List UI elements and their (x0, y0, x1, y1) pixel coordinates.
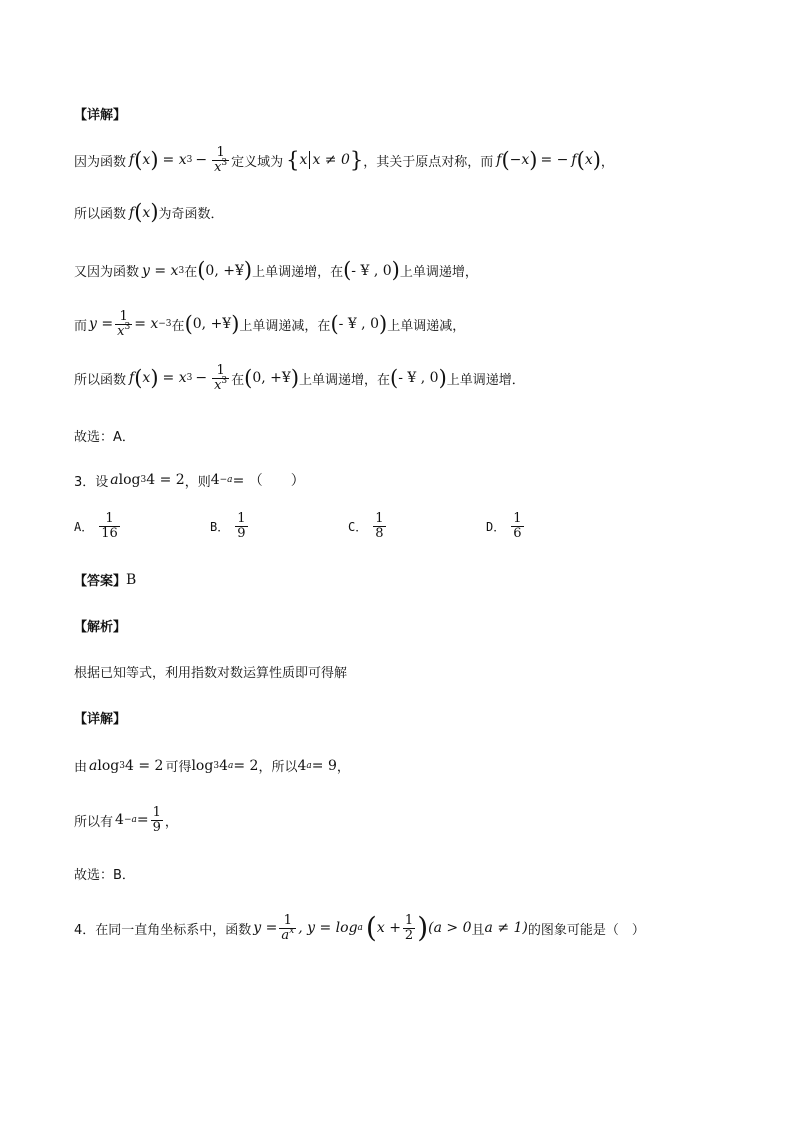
fraction: $\frac{1}{x^3}$ (214, 145, 228, 175)
section-heading-detail-2: 【详解】 (74, 712, 127, 727)
detail-line-6: 由 a log 3 4 = 2 可得 log 3 4 a = 2 ，所以 4 a = 9 ， (74, 757, 350, 775)
fraction: $\frac{1}{x^3}$ (117, 309, 131, 339)
answer-line-a: 故选：A． (74, 430, 135, 445)
detail-line-2: 所以函数 f ( x ) 为奇函数． (74, 200, 224, 224)
section-heading-analysis: 【解析】 (74, 620, 127, 635)
detail-line-4: 而 y = $\frac{1}{x^3}$ = x −3 在 ( 0, +¥ ) 上单调递减，在 ( - ¥ , 0 ) 上单调递减， (74, 309, 466, 339)
option-c: C． $\frac{1}{8}$ (348, 511, 384, 541)
option-a: A． $\frac{1}{16}$ (74, 511, 118, 541)
answer-block (74, 570, 136, 589)
option-b: B． $\frac{1}{9}$ (210, 511, 246, 541)
answer-label: 【答案】 (74, 574, 127, 589)
section-heading-detail: 【详解】 (74, 108, 127, 123)
detail-line-3: 又因为函数 y = x 3 在 ( 0, +¥ ) 上单调递增，在 ( - ¥ , 0 ) 上单调递增， (74, 258, 478, 282)
answer-value: B (126, 571, 137, 588)
detail-line-7: 所以有 4 −a = $\frac{1}{9}$ ， (74, 805, 178, 835)
question-3: 3．设 a log 3 4 = 2 ，则 4 −a = （ ） (74, 472, 305, 490)
detail-line-1: 因为函数 f ( x ) = x 3 − $\frac{1}{x^3}$ 定义域为 { x x ≠ 0 } ，其关于原点对称，而 f ( −x ) = − f ( x ) ， (74, 145, 614, 175)
answer-line-b: 故选：B． (74, 868, 135, 883)
analysis-text: 根据已知等式，利用指数对数运算性质即可得解 (74, 666, 348, 681)
fraction: $\frac{1}{9}$ (152, 805, 161, 835)
detail-line-5: 所以函数 f ( x ) = x 3 − $\frac{1}{x^3}$ 在 ( 0, +¥ ) 上单调递增，在 ( - ¥ , 0 ) 上单调递增． (74, 363, 525, 393)
fraction: $\frac{1}{a^x}$ (281, 913, 295, 943)
fraction: $\frac{1}{2}$ (404, 913, 414, 943)
fraction: $\frac{1}{x^3}$ (214, 363, 228, 393)
option-d: D． $\frac{1}{6}$ (486, 511, 522, 541)
question-4: 4．在同一直角坐标系中，函数 y = $\frac{1}{a^x}$ , y = log a ( x + $\frac{1}{2}$ ) (a > 0 且 a ≠ 1) 的图象可能是（ ） (74, 911, 645, 945)
